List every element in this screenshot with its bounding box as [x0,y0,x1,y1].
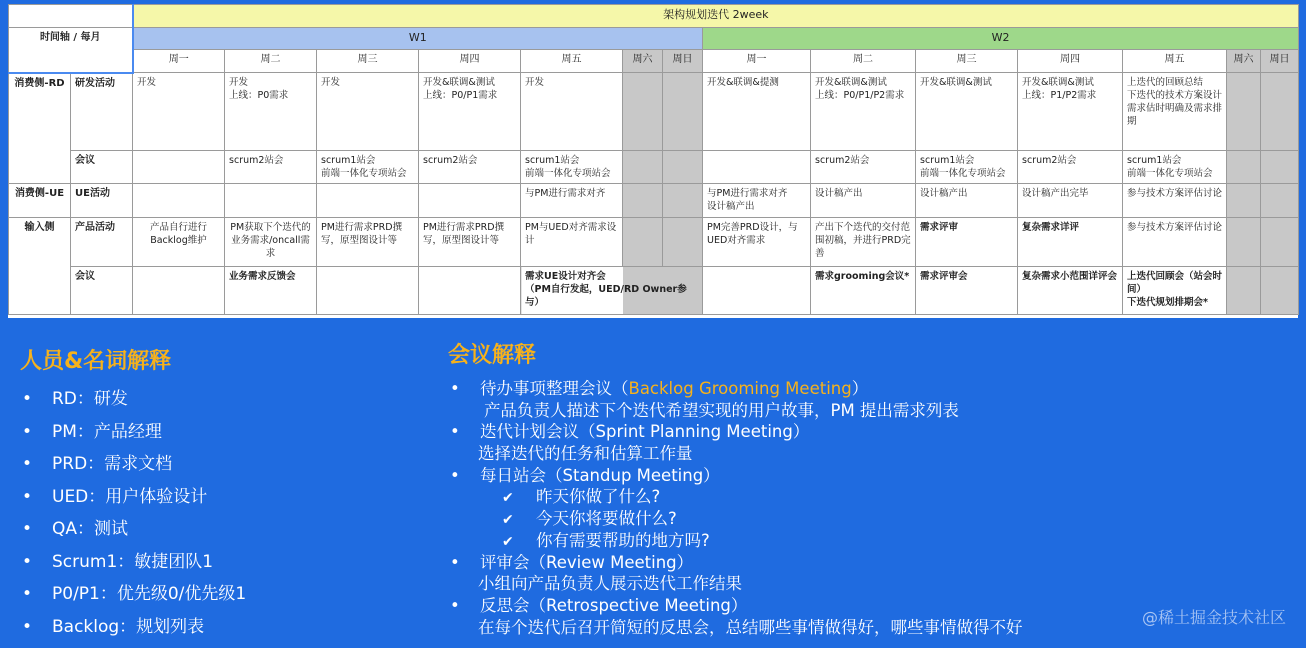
list-item: • QA：测试 [22,519,129,539]
w2-day-sat: 周六 [1227,50,1261,73]
table-cell: PM与UED对齐需求设计 [521,218,623,267]
table-cell: scrum1站会 前端一体化专项站会 [521,151,623,184]
table-cell: 与PM进行需求对齐 [521,184,623,218]
w2-day-thu: 周四 [1018,50,1123,73]
table-cell: PM获取下个迭代的业务需求/oncall需求 [225,218,317,267]
table-cell: 产品自行进行 Backlog维护 [133,218,225,267]
iteration-schedule-table [8,4,1299,315]
table-cell: 开发 [133,73,225,151]
weekend-cell [623,151,663,184]
row-label-in-meet: 会议 [71,267,133,315]
weekend-cell [663,218,703,267]
w1-day-tue: 周二 [225,50,317,73]
table-cell: 上迭代的回顾总结 下迭代的技术方案设计 需求估时明确及需求排期 [1123,73,1227,151]
table-cell [133,267,225,315]
table-cell [133,151,225,184]
list-item: • PRD：需求文档 [22,454,173,474]
iteration-title: 架构规划迭代 2week [133,5,1299,28]
check-icon: ✔ [502,490,514,507]
table-cell: scrum2站会 [419,151,521,184]
weekend-cell [1261,218,1299,267]
table-cell: PM进行需求PRD撰写，原型图设计等 [419,218,521,267]
rd-dev-row [9,73,1299,151]
table-cell: 需求grooming会议* [811,267,916,315]
w2-day-tue: 周二 [811,50,916,73]
meeting-sprint: • 迭代计划会议（Sprint Planning Meeting） [450,422,810,442]
table-cell [133,184,225,218]
table-cell: scrum1站会 前端一体化专项站会 [317,151,419,184]
table-cell [317,267,419,315]
w2-day-wed: 周三 [916,50,1018,73]
w1-day-sat: 周六 [623,50,663,73]
weekend-cell [663,73,703,151]
table-cell: 产出下个迭代的交付范围初稿，并进行PRD完善 [811,218,916,267]
w1-day-thu: 周四 [419,50,521,73]
check-icon: ✔ [502,512,514,529]
table-cell: 与PM进行需求对齐 设计稿产出 [703,184,811,218]
table-cell: 上迭代回顾会（站会时间） 下迭代规划排期会* [1123,267,1227,315]
list-item: • PM：产品经理 [22,421,162,442]
list-item: • RD：研发 [22,389,128,409]
ue-row [9,184,1299,218]
table-cell: 开发&联调&提测 [703,73,811,151]
table-cell: scrum1站会 前端一体化专项站会 [1123,151,1227,184]
table-cell: 设计稿产出完毕 [1018,184,1123,218]
w1-day-wed: 周三 [317,50,419,73]
w2-day-sun: 周日 [1261,50,1299,73]
watermark: @稀土掘金技术社区 [1141,608,1286,627]
terms-title: 人员&名词解释 [20,349,172,374]
row-label-prod-act: 产品活动 [71,218,133,267]
meeting-desc: 产品负责人描述下个迭代希望实现的用户故事，PM 提出需求列表 [484,400,959,420]
table-cell: 开发 [521,73,623,151]
backlog-highlight: Backlog Grooming Meeting [628,379,852,398]
meeting-desc: 小组向产品负责人展示迭代工作结果 [478,574,742,594]
table-cell: PM进行需求PRD撰写，原型图设计等 [317,218,419,267]
weekend-cell [1261,73,1299,151]
table-cell: 复杂需求小范围详评会 [1018,267,1123,315]
row-label-ue-act: UE活动 [71,184,133,218]
weekend-cell [663,151,703,184]
corner-cell [9,5,133,28]
weekend-cell [1227,151,1261,184]
row-label-rd-dev: 研发活动 [71,73,133,151]
w2-day-mon: 周一 [703,50,811,73]
table-cell [703,151,811,184]
table-cell: 需求UE设计对齐会 （PM自行发起，UED/RD Owner参与） [521,267,703,315]
table-cell: 复杂需求详评 [1018,218,1123,267]
weekend-cell [1227,73,1261,151]
table-cell: 设计稿产出 [916,184,1018,218]
w2-day-fri: 周五 [1123,50,1227,73]
meetings-title: 会议解释 [448,343,537,368]
table-cell [419,184,521,218]
table-cell [317,184,419,218]
meetings-list [450,378,1023,638]
list-item: • Backlog：规划列表 [22,616,205,637]
table-cell: 开发&联调&测试 上线：P1/P2需求 [1018,73,1123,151]
table-cell: scrum2站会 [225,151,317,184]
table-cell: 设计稿产出 [811,184,916,218]
terms-list [22,388,246,648]
product-activity-row [9,218,1299,267]
weekend-cell [1261,267,1299,315]
w1-day-mon: 周一 [133,50,225,73]
table-cell: 开发&联调&测试 上线：P0/P1/P2需求 [811,73,916,151]
time-axis-label: 时间轴 / 每月 [9,28,133,73]
group-input: 输入侧 [9,218,71,315]
table-cell [225,184,317,218]
meeting-desc: 在每个迭代后召开简短的反思会，总结哪些事情做得好，哪些事情做得不好 [478,617,1023,637]
weekend-cell [1227,218,1261,267]
table-cell: 需求评审会 [916,267,1018,315]
table-cell: 开发 上线：P0需求 [225,73,317,151]
weekend-cell [1227,184,1261,218]
group-rd: 消费侧-RD [9,73,71,184]
rd-meet-row [9,151,1299,184]
meeting-standup: • 每日站会（Standup Meeting） [450,465,720,485]
table-cell [419,267,521,315]
table-cell: 需求评审 [916,218,1018,267]
table-cell [703,267,811,315]
table-cell: scrum1站会 前端一体化专项站会 [916,151,1018,184]
meeting-retro: • 反思会（Retrospective Meeting） [450,595,748,615]
schedule-sheet [8,4,1298,318]
table-cell: 开发&联调&测试 [916,73,1018,151]
row-label-rd-meet: 会议 [71,151,133,184]
standup-question: ✔ 今天你将要做什么? [450,508,1023,530]
table-cell: scrum2站会 [1018,151,1123,184]
meeting-backlog: • 待办事项整理会议（Backlog Grooming Meeting） [450,379,869,398]
table-cell: PM完善PRD设计，与UED对齐需求 [703,218,811,267]
list-item: • Scrum1：敏捷团队1 [22,551,214,572]
weekend-cell [623,184,663,218]
table-cell: 开发&联调&测试 上线：P0/P1需求 [419,73,521,151]
table-cell: scrum2站会 [811,151,916,184]
standup-question: ✔ 你有需要帮助的地方吗? [450,530,1023,552]
table-cell: 业务需求反馈会 [225,267,317,315]
table-cell: 开发 [317,73,419,151]
meeting-desc: 选择迭代的任务和估算工作量 [478,444,693,464]
weekend-cell [1227,267,1261,315]
check-icon: ✔ [502,533,514,550]
meeting-review: • 评审会（Review Meeting） [450,552,694,572]
weekend-cell [1261,151,1299,184]
weekend-cell [623,218,663,267]
input-meeting-row [9,267,1299,315]
list-item: • P0/P1：优先级0/优先级1 [22,584,247,604]
list-item: • UED：用户体验设计 [22,486,208,507]
week-1-header: W1 [133,28,703,50]
table-cell: 参与技术方案评估讨论 [1123,218,1227,267]
standup-question: ✔ 昨天你做了什么? [450,486,1023,508]
table-cell: 参与技术方案评估讨论 [1123,184,1227,218]
weekend-cell [623,73,663,151]
group-ue: 消费侧-UE [9,184,71,218]
week-2-header: W2 [703,28,1299,50]
weekend-cell [1261,184,1299,218]
w1-day-sun: 周日 [663,50,703,73]
weekend-cell [663,184,703,218]
w1-day-fri: 周五 [521,50,623,73]
